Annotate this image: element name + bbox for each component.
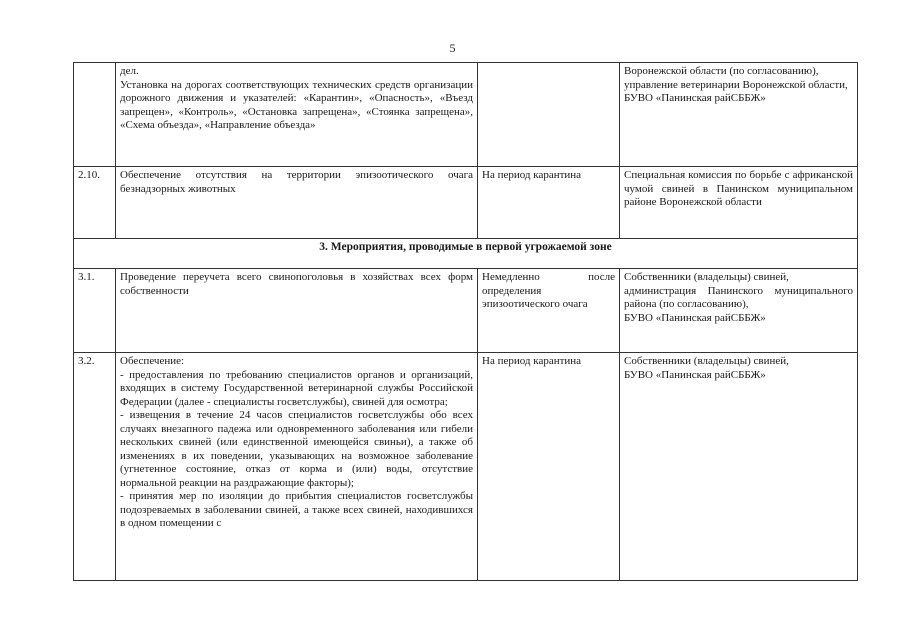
- measure-line: - извещения в течение 24 часов специалистов госветслужбы обо всех случаях внезапного падежа или одновременного заболевания или гибели нескольких свиней (или единственной имеющейся свиньи), а также об изменениях в их поведении, указывающих на возможное заболевание (угнетенное состояние, отказ от корма и (или) воды, отсутствие нормальной реакции на раздражающие факторы);: [120, 409, 473, 489]
- measure-cell: [116, 63, 478, 167]
- responsible-cell: [620, 269, 858, 353]
- table-row: [74, 353, 858, 581]
- responsible-line: БУВО «Панинская райСББЖ»: [624, 311, 766, 324]
- row-number: 3.2.: [74, 353, 116, 581]
- measure-line: - предоставления по требованию специалистов органов и организаций, входящих в систему Государственной ветеринарной службы Российской Федерации (далее - специалисты госветслужбы), свиней для осмотра;: [120, 368, 473, 408]
- responsible-line: Собственники (владельцы) свиней,: [624, 355, 789, 367]
- responsible-line: Собственники (владельцы) свиней,: [624, 271, 789, 283]
- measure-line: Обеспечение:: [120, 355, 185, 367]
- measure-cell: Обеспечение отсутствия на территории эпизоотического очага безнадзорных животных: [116, 167, 478, 239]
- section-title: 3. Мероприятия, проводимые в первой угрожаемой зоне: [74, 239, 858, 269]
- row-number: 3.1.: [74, 269, 116, 353]
- responsible-line: администрация Панинского муниципального района (по согласованию),: [624, 284, 853, 310]
- responsible-line: управление ветеринарии Воронежской области,: [624, 78, 848, 91]
- row-number: [74, 63, 116, 167]
- measure-cell: [116, 353, 478, 581]
- term-cell: Немедленно после определения эпизоотического очага: [478, 269, 620, 353]
- measure-line: дел.: [120, 65, 139, 77]
- responsible-line: Воронежской области (по согласованию),: [624, 65, 819, 77]
- measure-line: Установка на дорогах соответствующих технических средств организации дорожного движения и указателей: «Карантин», «Опасность», «Въезд запрещен», «Контроль», «Остановка запрещена», «Стоянка запрещена», «Схема объезда», «Направление объезда»: [120, 78, 473, 131]
- term-cell: На период карантина: [478, 353, 620, 581]
- table-row: [74, 167, 858, 239]
- term-cell: [478, 63, 620, 167]
- responsible-cell: [620, 353, 858, 581]
- responsible-cell: [620, 63, 858, 167]
- measure-cell: Проведение переучета всего свинопоголовья в хозяйствах всех форм собственности: [116, 269, 478, 353]
- page-number: 5: [449, 41, 456, 55]
- measure-line: - принятия мер по изоляции до прибытия специалистов госветслужбы подозреваемых в заболевании свиней, а также всех свиней, находившихся в одном помещении с: [120, 490, 473, 529]
- responsible-line: БУВО «Панинская райСББЖ»: [624, 92, 766, 104]
- section-row: [74, 239, 858, 269]
- responsible-line: БУВО «Панинская райСББЖ»: [624, 368, 766, 381]
- term-cell: На период карантина: [478, 167, 620, 239]
- table-row: [74, 269, 858, 353]
- measures-table: [73, 62, 858, 581]
- table-row: [74, 63, 858, 167]
- responsible-cell: Специальная комиссия по борьбе с африканской чумой свиней в Панинском муниципальном районе Воронежской области: [620, 167, 858, 239]
- row-number: 2.10.: [74, 167, 116, 239]
